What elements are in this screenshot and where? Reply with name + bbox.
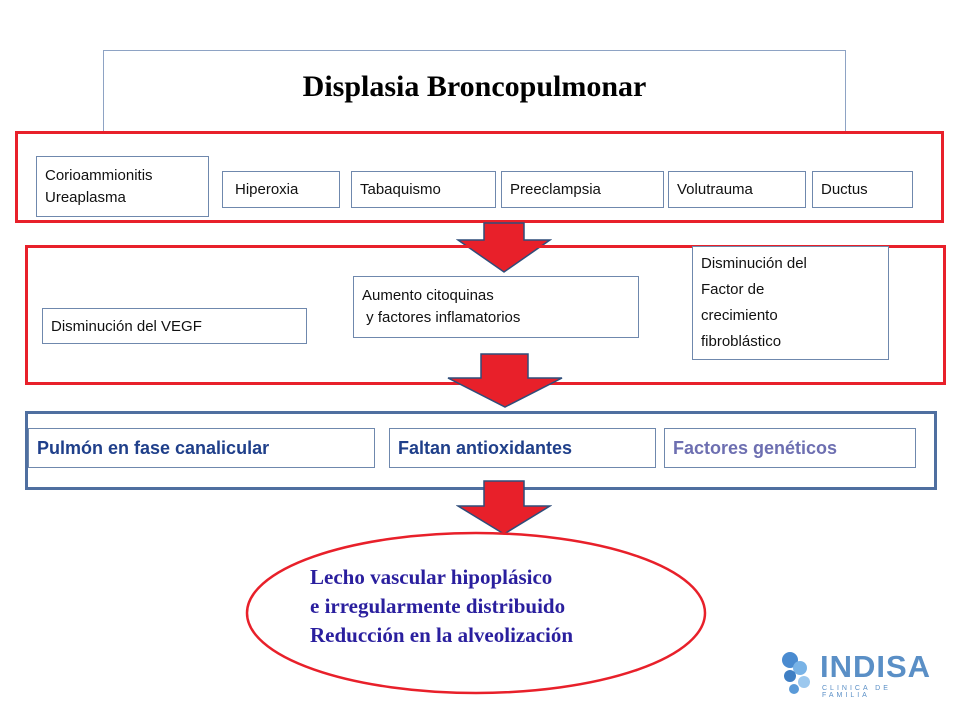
box-factor-line1: Disminución del bbox=[701, 255, 807, 272]
indisa-logo-mark-icon bbox=[778, 648, 818, 696]
down-arrow-3 bbox=[456, 480, 552, 536]
box-geneticos-label: Factores genéticos bbox=[673, 437, 838, 458]
box-citoquinas-line2: y factores inflamatorios bbox=[362, 309, 521, 326]
box-geneticos bbox=[664, 428, 916, 468]
box-pulmon bbox=[28, 428, 375, 468]
box-citoquinas bbox=[353, 276, 639, 338]
box-factor-line3: crecimiento bbox=[701, 307, 778, 324]
box-ductus-label: Ductus bbox=[821, 181, 868, 198]
outcome-line-3: Reducción en la alveolización bbox=[310, 623, 574, 647]
outcome-text bbox=[310, 563, 690, 650]
indisa-logo bbox=[778, 648, 938, 700]
box-antioxidantes-label: Faltan antioxidantes bbox=[398, 437, 573, 458]
box-corioammionitis-line2: Ureaplasma bbox=[45, 188, 126, 206]
box-preeclampsia-label: Preeclampsia bbox=[510, 181, 601, 198]
box-pulmon-label: Pulmón en fase canalicular bbox=[37, 437, 270, 458]
box-corioammionitis-line1: Corioammionitis bbox=[45, 166, 153, 184]
outcome-line-2: e irregularmente distribuido bbox=[310, 594, 566, 618]
box-tabaquismo-label: Tabaquismo bbox=[360, 181, 441, 198]
box-volutrauma-label: Volutrauma bbox=[677, 181, 753, 198]
box-antioxidantes bbox=[389, 428, 656, 468]
indisa-logo-name: INDISA bbox=[820, 649, 932, 684]
box-volutrauma bbox=[668, 171, 806, 208]
outcome-line-1: Lecho vascular hipoplásico bbox=[310, 565, 553, 589]
box-factor-line4: fibroblástico bbox=[701, 333, 782, 350]
box-preeclampsia bbox=[501, 171, 664, 208]
box-corioammionitis bbox=[36, 156, 209, 217]
indisa-logo-tagline: CLINICA DE FAMILIA bbox=[822, 685, 891, 699]
box-citoquinas-line1: Aumento citoquinas bbox=[362, 287, 494, 304]
box-ductus bbox=[812, 171, 913, 208]
box-factor-fibroblastico bbox=[692, 246, 889, 360]
down-arrow-2 bbox=[446, 353, 564, 409]
box-hiperoxia bbox=[222, 171, 340, 208]
box-vegf-label: Disminución del VEGF bbox=[51, 317, 202, 335]
box-tabaquismo bbox=[351, 171, 496, 208]
page-title: Displasia Broncopulmonar bbox=[302, 70, 647, 103]
box-factor-line2: Factor de bbox=[701, 281, 765, 298]
box-vegf bbox=[42, 308, 307, 344]
box-hiperoxia-label: Hiperoxia bbox=[235, 181, 299, 198]
